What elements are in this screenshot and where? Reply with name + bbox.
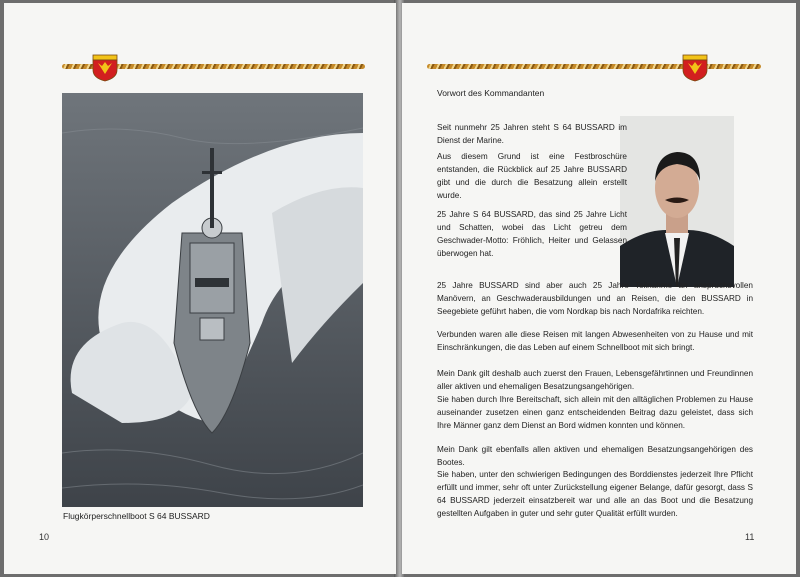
page-title: Vorwort des Kommandanten xyxy=(437,88,545,98)
paragraph: 25 Jahre BUSSARD sind aber auch 25 Jahre Teilnahme an anspruchsvollen Manövern, an Geschwaderausbildungen und an Reisen, die den BUSSARD in Seegebiete geführt haben, die vom Nordkap bis nach Nordafrika reichten. xyxy=(437,281,753,316)
paragraph: Mein Dank gilt ebenfalls allen aktiven und ehemaligen Besatzungsangehörigen des Bootes. xyxy=(437,445,753,467)
right-page xyxy=(402,3,796,574)
paragraph: Aus diesem Grund ist eine Festbroschüre entstanden, die Rückblick auf 25 Jahre BUSSARD gibt und die durch die Besatzung allein erstellt wurde. xyxy=(437,152,627,200)
paragraph: Sie haben, unter den schwierigen Bedingungen des Borddienstes jederzeit Ihre Pflicht erfüllt und immer, sehr oft unter Zurückstellung eigener Belange, dafür gesorgt, dass S 64 BUSSARD jederzeit einsatzbereit war und alle an das Boot und die Besatzung gestellten Aufgaben in guter und sehr guter Qualität erfüllt wurden. xyxy=(437,470,753,518)
paragraph: Sie haben durch Ihre Bereitschaft, sich allein mit den alltäglichen Problemen zu Hause auseinander zusetzen einen ganz entscheidenden Beitrag dazu geleistet, dass sich Ihre Männer ganz dem Dienst an Bord widmen konnten und können. xyxy=(437,395,753,430)
boat-photo xyxy=(62,93,363,507)
paragraph: 25 Jahre S 64 BUSSARD, das sind 25 Jahre Licht und Schatten, wobei das Licht getreu dem Geschwader-Motto: Fröhlich, Heiter und Gelassen überwogen hat. xyxy=(437,210,627,258)
commander-portrait xyxy=(620,116,734,287)
left-page xyxy=(4,3,396,574)
paragraph: Verbunden waren alle diese Reisen mit langen Abwesenheiten von zu Hause und mit Einschränkungen, die das Leben auf einem Schnellboot mit sich bringt. xyxy=(437,330,753,352)
paragraph: Seit nunmehr 25 Jahren steht S 64 BUSSARD im Dienst der Marine. xyxy=(437,123,627,145)
photo-caption: Flugkörperschnellboot S 64 BUSSARD xyxy=(63,511,210,521)
paragraph: Mein Dank gilt deshalb auch zuerst den Frauen, Lebensgefährtinnen und Freundinnen aller aktiven und ehemaligen Besatzungsangehörigen. xyxy=(437,369,753,391)
page-number: 11 xyxy=(745,532,755,542)
crest-emblem-icon xyxy=(682,54,708,82)
crest-emblem-icon xyxy=(92,54,118,82)
gold-rope-divider xyxy=(427,64,761,69)
page-number: 10 xyxy=(39,532,50,542)
